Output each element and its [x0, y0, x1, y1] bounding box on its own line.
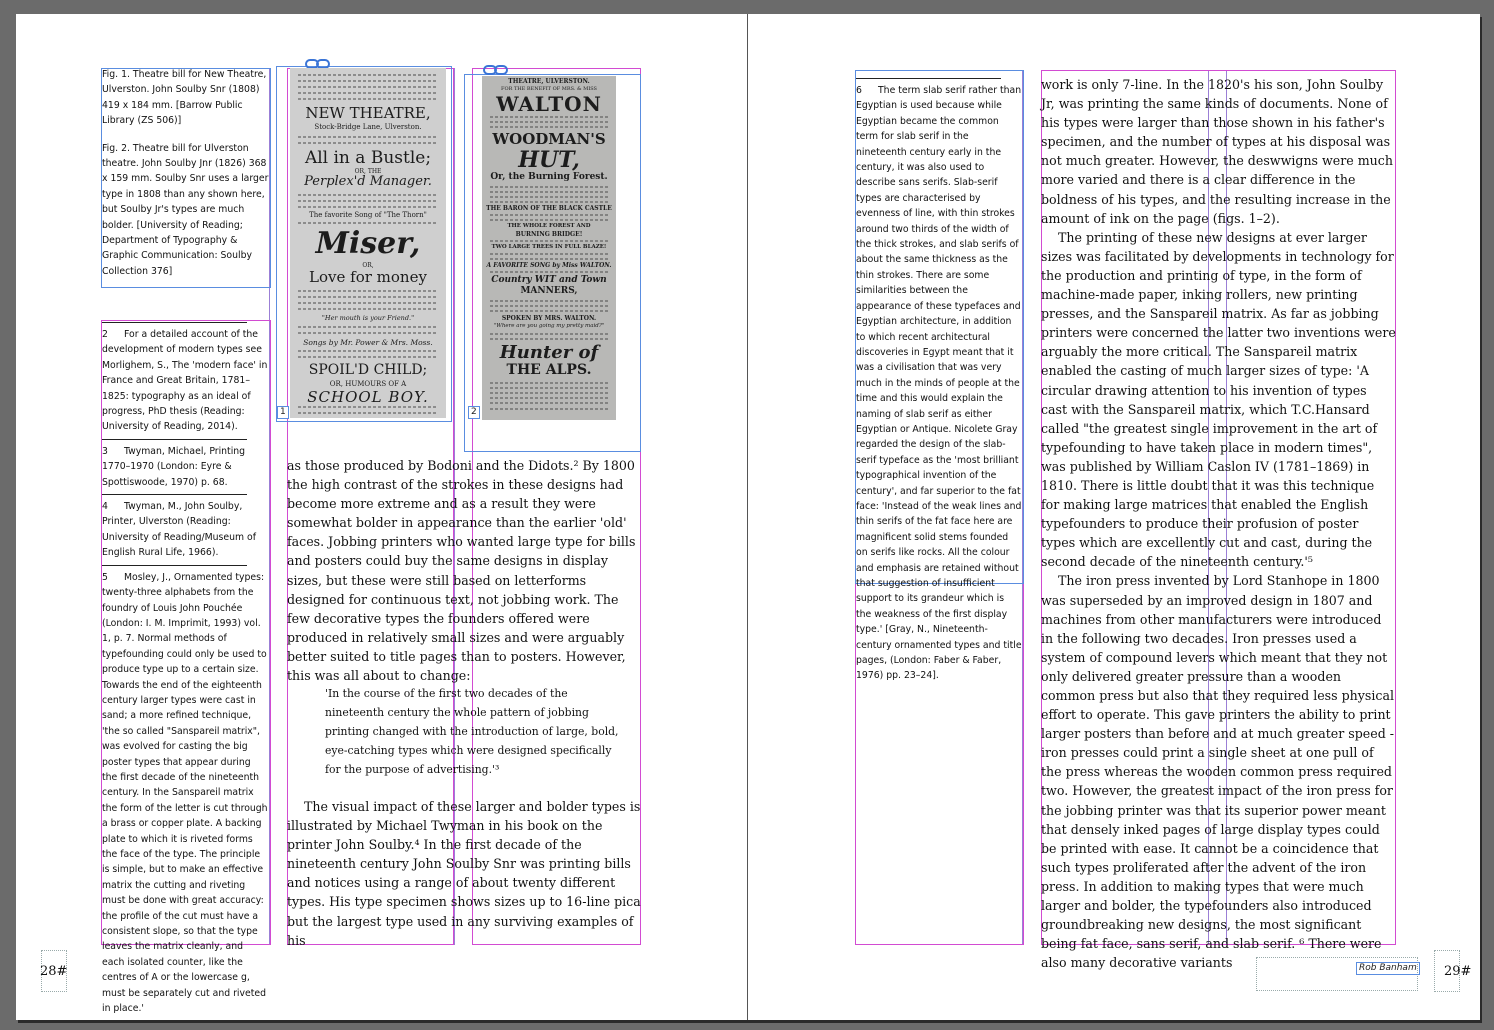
poster2-line: HUT, — [518, 147, 580, 173]
footnote-rule — [102, 494, 247, 495]
poster1-line: SCHOOL BOY. — [307, 388, 429, 406]
footnotes — [102, 318, 268, 1016]
fig1-caption: Fig. 1. Theatre bill for New Theatre, Ulverston. John Soulby Snr (1808) 419 x 184 mm. [Barrow Public Library (ZS 506)] — [102, 69, 267, 127]
fig1-label: 1 — [277, 406, 289, 419]
poster-walton-image — [482, 76, 616, 420]
poster1-line: OR, HUMOURS OF A — [329, 380, 407, 388]
poster2-line: "Where are you going my pretty maid?" — [493, 323, 605, 329]
poster2-line: Hunter of — [499, 342, 599, 363]
poster2-line: THE WHOLE FOREST AND — [507, 223, 591, 229]
footnote-rule — [102, 322, 247, 323]
fig2-caption: Fig. 2. Theatre bill for Ulverston theatre. John Soulby Jnr (1826) 368 x 159 mm. Soulby Snr uses a larger type in 1808 than any shown here, but Soulby Jr's types are much bolder. [University of Reading; Department of Typography & Graphic Communication: Soulby Collection 376] — [102, 142, 269, 277]
fig2-label: 2 — [468, 406, 480, 419]
poster1-line: OR, — [362, 262, 374, 269]
left-body-text-1 — [287, 456, 643, 685]
footnote-rule — [102, 439, 247, 440]
poster1-line: SPOIL'D CHILD; — [308, 362, 428, 378]
footnote-6: 6 The term slab serif rather than Egyptian is used because while Egyptian became the common term for slab serif in the nineteenth century early in the century, it was also used to describe sans serifs. Slab-serif types are characterised by evenness of line, with thin strokes around two thirds of the width of the thick strokes, and slab serifs of about the same thickness as the thin strokes. There are some similarities between the appearance of these typefaces and Egyptian architecture, in addition to which recent architectural discoveries in Egypt meant that it was a civilisation that was very much in the minds of people at the time and this would explain the naming of slab serif as either Egyptian or Antique. Nicolete Gray regarded the design of the slab-serif typeface as the 'most brilliant typographical invention of the century', and far superior to the fat face: 'Instead of the weak lines and thin serifs of the fat face here are magnificent solid stems founded on serifs like rocks. All the colour and emphasis are retained without that suggestion of insufficient support to its grandeur which is the weakness of the first display type.' [Gray, N., Nineteenth-century ornamented types and title pages, (London: Faber & Faber, 1976) pp. 23–24]. — [856, 74, 1022, 684]
poster2-line: Country WIT and Town — [491, 275, 607, 285]
poster1-line: NEW THEATRE, — [305, 104, 431, 122]
spine-divider — [747, 14, 748, 1020]
poster2-line: THE BARON OF THE BLACK CASTLE — [486, 205, 612, 212]
block-quote: 'In the course of the first two decades of the nineteenth century the whole pattern of jobbing printing changed with the introduction of large, bold, eye-catching types which were designed specifically for the purpose of advertising.'³ — [325, 687, 619, 777]
left-body-text-2 — [287, 797, 643, 950]
poster2-line: WALTON — [496, 92, 602, 116]
footnote-rule — [102, 565, 247, 566]
footnote-rule — [856, 78, 1001, 79]
poster1-line: Miser, — [315, 226, 421, 261]
right-body-text — [1041, 75, 1396, 972]
poster1-line: Love for money — [309, 268, 427, 286]
page-number-left: 28# — [40, 964, 68, 979]
document-spread — [16, 14, 1480, 1020]
poster1-line: Songs by Mr. Power & Mrs. Moss. — [303, 338, 433, 347]
author-name: Rob Banham — [1356, 962, 1420, 975]
poster1-line: "Her mouth is your Friend." — [321, 314, 415, 322]
body-paragraph: The printing of these new designs at ever larger sizes was facilitated by developments in technology for the production and printing of type, in the form of machine-made paper, inking rollers, new printing presses, and the Sanspareil matrix. As far as jobbing printers were concerned the latter two inventions were arguably the more critical. The Sanspareil matrix enabled the casting of much larger sizes of type: 'A circular drawing attention to his invention of types cast with the Sanspareil matrix, which T.C.Hansard called "the greatest single improvement in the art of typefounding to have taken place in modern times", was published by William Caslon IV (1781–1869) in 1810. There is little doubt that it was this technique for making large matrices that enabled the English typefounders to produce their profusion of poster types which are excellently cut and cast, during the second decade of the nineteenth century.'⁵ — [1041, 229, 1396, 570]
poster1-line: Stock-Bridge Lane, Ulverston. — [314, 123, 422, 131]
caption-text — [102, 67, 270, 279]
footnote-2: 2 For a detailed account of the development of modern types see Morlighem, S., The 'modern face' in France and Great Britain, 1781–1825: typography as an ideal of progress, PhD thesis (Reading: University of Reading, 2014). — [102, 329, 268, 433]
poster2-line: THE ALPS. — [506, 362, 592, 378]
poster1-line: Perplex'd Manager. — [304, 174, 432, 189]
poster2-line: SPOKEN BY MRS. WALTON. — [501, 315, 597, 322]
footnote-5: 5 Mosley, J., Ornamented types: twenty-three alphabets from the foundry of Louis John Pouchée (London: I. M. Imprimit, 1993) vol. 1, p. 7. Normal methods of typefounding could only be used to produce type up to a certain size. Towards the end of the eighteenth century larger types were cast in sand; a more refined technique, 'the so called "Sanspareil matrix", was evolved for casting the big poster types that appear during the first decade of the nineteenth century. In the Sanspareil matrix the form of the letter is cut through a brass or copper plate. A backing plate to which it is riveted forms the face of the type. The principle is simple, but to make an effective matrix the cutting and riveting must be done with great accuracy: the profile of the cut must have a consistent slope, so that the type leaves the matrix cleanly, and each isolated counter, like the centres of A or the lowercase g, must be separately cut and riveted in place.' — [102, 571, 268, 1015]
body-paragraph: work is only 7-line. In the 1820's his son, John Soulby Jr, was printing the same kinds of documents. None of his types were larger than those shown in his father's specimen, and the number of types at his disposal was not much greater. However, the deswwigns were much more varied and there is a clear difference in the boldness of his types, and the resulting increase in the amount of ink on the page (figs. 1–2). — [1041, 77, 1393, 226]
poster2-line: FOR THE BENEFIT OF MRS. & MISS — [501, 86, 597, 92]
poster2-line: BURNING BRIDGE! — [515, 231, 583, 238]
poster2-line: MANNERS, — [520, 286, 578, 296]
poster2-line: WOODMAN'S — [492, 130, 606, 148]
poster1-line: OR, THE — [354, 168, 382, 175]
poster-new-theatre-image — [290, 68, 446, 418]
body-paragraph: The iron press invented by Lord Stanhope in 1800 was superseded by an improved design in 1807 and machines from other manufacturers were introduced in the following two decades. Iron presses used a system of compound levers which meant that they not only delivered greater pressure than a wooden common press but also that they required less physical effort to operate. This gave printers the ability to print larger posters than before and at much greater speed - iron presses could print a single sheet at one pull of the press whereas the wooden common press required two. However, the greatest impact of the iron press for the jobbing printer was that its superior power meant that densely inked pages of large display types could be printed with ease. It cannot be a coincidence that such types proliferated after the advent of the iron press. In addition to making types that were much larger and bolder, the typefounders also introduced groundbreaking new designs, the most significant being fat face, sans serif, and slab serif. ⁶ There were also many decorative variants — [1041, 573, 1395, 971]
page-number-right: 29# — [1444, 964, 1472, 979]
footnote-3: 3 Twyman, Michael, Printing 1770–1970 (London: Eyre & Spottiswoode, 1970) p. 68. — [102, 445, 246, 488]
poster2-line: A FAVORITE SONG by Miss WALTON. — [486, 262, 612, 269]
footnote-4: 4 Twyman, M., John Soulby, Printer, Ulverston (Reading: University of Reading/Museum of English Rural Life, 1966). — [102, 501, 256, 559]
poster1-line: All in a Bustle; — [304, 148, 432, 168]
poster2-line: TWO LARGE TREES IN FULL BLAZE! — [491, 244, 607, 250]
body-paragraph: The visual impact of these larger and bolder types is illustrated by Michael Twyman in his book on the printer John Soulby.⁴ In the first decade of the nineteenth century John Soulby Snr was printing bills and notices using a range of about twenty different types. His type specimen shows sizes up to 16-line pica but the largest type used in any surviving examples of his — [287, 799, 641, 948]
poster1-line: The favorite Song of "The Thorn" — [309, 211, 427, 219]
poster2-line: Or, the Burning Forest. — [490, 172, 608, 182]
body-paragraph: as those produced by Bodoni and the Didots.² By 1800 the high contrast of the strokes in these designs had become more extreme and as a result they were somewhat bolder in appearance than the earlier 'old' faces. Jobbing printers who wanted large type for bills and posters could buy the same designs in display sizes, but these were still based on letterforms designed for continuous text, not jobbing work. The few decorative types the founders offered were produced in relatively small sizes and were arguably better suited to title pages than to posters. However, this was all about to change: — [287, 458, 636, 684]
poster2-line: THEATRE, ULVERSTON. — [508, 78, 590, 85]
